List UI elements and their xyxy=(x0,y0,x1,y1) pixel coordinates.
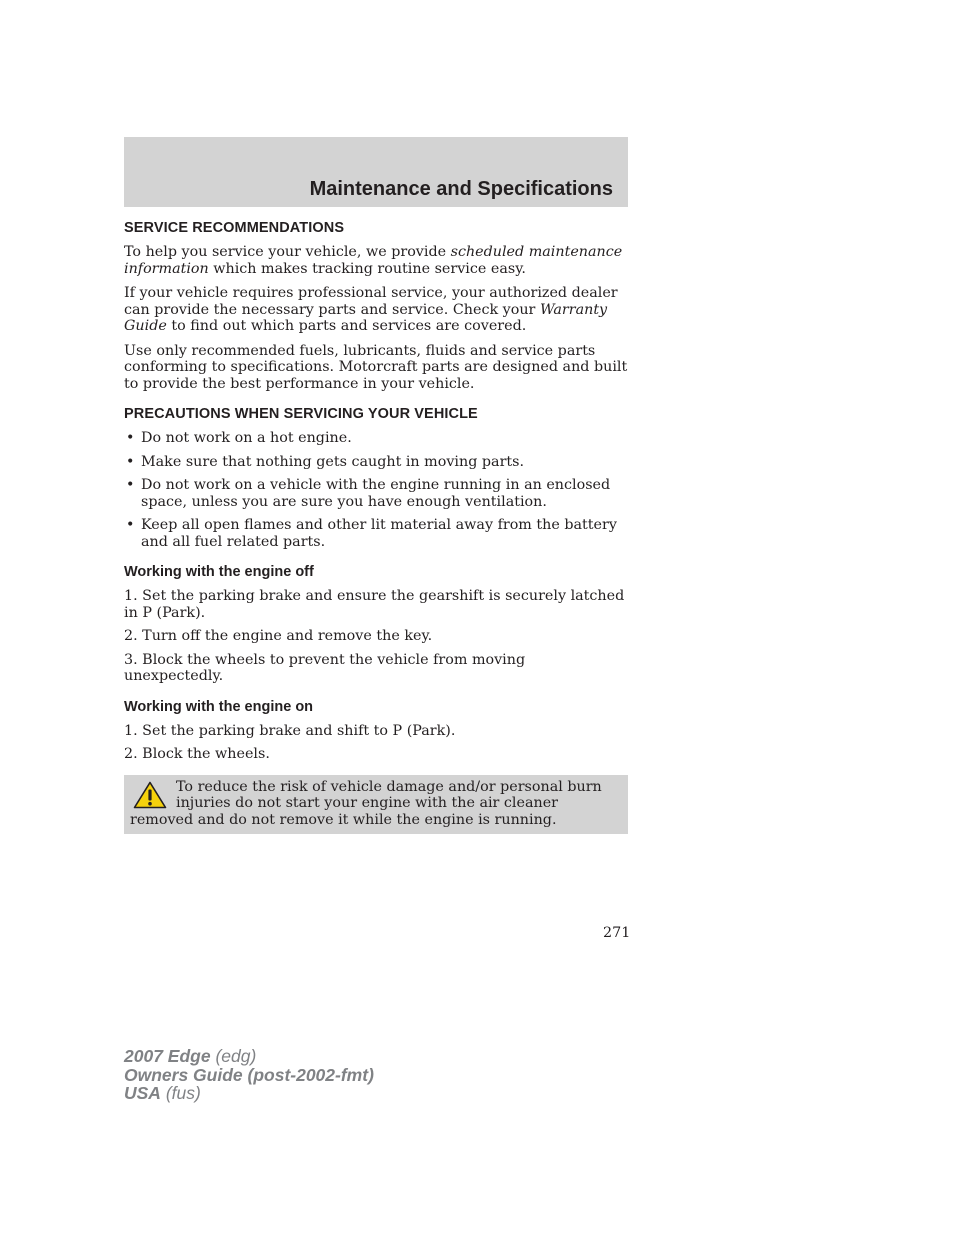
service-paragraph-3: Use only recommended fuels, lubricants, fluids and service parts conforming to specifications. Motorcraft parts are designed and built to provide the best performance in your vehicle. xyxy=(124,342,628,392)
list-item: • Do not work on a vehicle with the engine running in an enclosed space, unless you are sure you have enough ventilation. xyxy=(126,477,611,510)
engine-off-heading: Working with the engine off xyxy=(124,564,314,580)
warning-box xyxy=(124,775,628,835)
warning-triangle-icon xyxy=(133,781,167,809)
page-number: 271 xyxy=(603,925,631,941)
section-title: Maintenance and Specifications xyxy=(309,178,613,200)
bullet-icon: • xyxy=(126,477,135,493)
list-item: • Make sure that nothing gets caught in moving parts. xyxy=(126,453,525,470)
list-item: 1. Set the parking brake and ensure the gearshift is securely latched in P (Park). xyxy=(124,588,625,621)
warranty-guide-term: Warranty Guide xyxy=(124,301,608,334)
list-item: 2. Turn off the engine and remove the key. xyxy=(124,628,433,644)
list-item: • Keep all open flames and other lit material away from the battery and all fuel related parts. xyxy=(126,517,617,550)
precautions-heading: PRECAUTIONS WHEN SERVICING YOUR VEHICLE xyxy=(124,406,478,422)
bullet-icon: • xyxy=(126,453,135,470)
service-paragraph-1: To help you service your vehicle, we provide scheduled maintenance information which makes tracking routine service easy. xyxy=(124,244,623,277)
engine-on-heading: Working with the engine on xyxy=(124,698,314,715)
engine-off-steps xyxy=(124,588,628,685)
bullet-icon: • xyxy=(126,430,135,446)
bullet-icon: • xyxy=(126,517,135,533)
list-item: 2. Block the wheels. xyxy=(124,746,270,762)
service-paragraph-2: If your vehicle requires professional service, your authorized dealer can provide the necessary parts and service. Check your Warranty Guide to find out which parts and services are covered. xyxy=(124,285,618,334)
list-item: • Do not work on a hot engine. xyxy=(126,430,352,446)
footer-market-line: USA (fus) xyxy=(124,1083,201,1103)
section-header-band xyxy=(124,137,628,207)
list-item: 3. Block the wheels to prevent the vehicle from moving unexpectedly. xyxy=(124,651,526,684)
precautions-list xyxy=(124,430,628,550)
engine-on-steps xyxy=(124,723,628,763)
scheduled-maintenance-term: scheduled maintenance information xyxy=(124,244,623,277)
footer-guide-line: Owners Guide (post-2002-fmt) xyxy=(124,1064,374,1085)
service-recommendations-heading: SERVICE RECOMMENDATIONS xyxy=(124,220,345,236)
page-content xyxy=(124,220,628,834)
list-item: 1. Set the parking brake and shift to P (Park). xyxy=(124,722,456,739)
document-footer xyxy=(124,1047,374,1103)
footer-model-line: 2007 Edge (edg) xyxy=(124,1046,257,1066)
warning-text: To reduce the risk of vehicle damage and/or personal burn injuries do not start your engine with the air cleaner removed and do not remove it while the engine is running. xyxy=(130,778,602,828)
